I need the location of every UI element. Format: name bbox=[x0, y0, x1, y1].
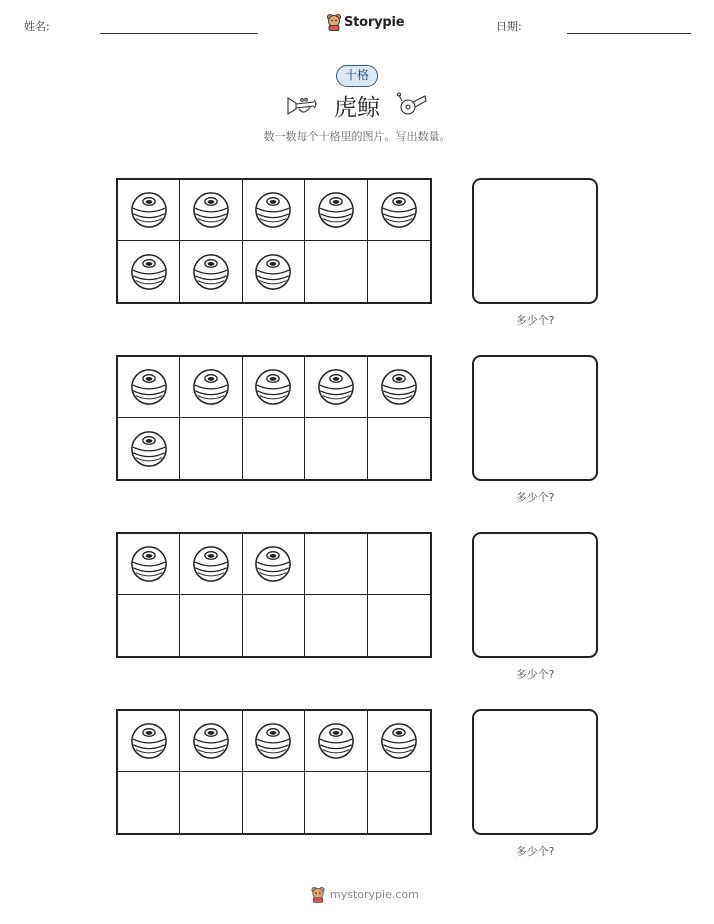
ten-frame-cell bbox=[118, 180, 180, 241]
bead-icon bbox=[192, 722, 230, 760]
question-label-3: 多少个? bbox=[515, 668, 555, 681]
bead-icon bbox=[254, 545, 292, 583]
ten-frame-cell bbox=[243, 180, 305, 241]
bead-icon bbox=[130, 722, 168, 760]
ten-frame-1 bbox=[116, 178, 432, 304]
date-line[interactable] bbox=[567, 33, 691, 34]
bead-icon bbox=[130, 545, 168, 583]
name-line[interactable] bbox=[100, 33, 258, 34]
date-label: 日期: bbox=[496, 20, 522, 33]
ten-frame-cell bbox=[243, 711, 305, 772]
bead-icon bbox=[254, 191, 292, 229]
ten-frame-cell bbox=[368, 357, 430, 418]
bead-icon bbox=[130, 191, 168, 229]
bead-icon bbox=[254, 253, 292, 291]
ten-frame-cell bbox=[243, 595, 305, 656]
question-label-4: 多少个? bbox=[515, 845, 555, 858]
answer-box-1[interactable] bbox=[472, 178, 598, 304]
bead-icon bbox=[380, 191, 418, 229]
ten-frame-cell bbox=[305, 711, 367, 772]
bead-icon bbox=[192, 368, 230, 406]
ten-frame-3 bbox=[116, 532, 432, 658]
ten-frame-4 bbox=[116, 709, 432, 835]
bead-icon bbox=[317, 191, 355, 229]
ten-frame-cell bbox=[180, 772, 242, 833]
ten-frame-cell bbox=[305, 534, 367, 595]
whistle-icon bbox=[396, 92, 428, 118]
instruction-text: 数一数每个十格里的图片。写出数量。 bbox=[263, 130, 451, 143]
question-label-1: 多少个? bbox=[515, 314, 555, 327]
ten-frame-cell bbox=[180, 357, 242, 418]
ten-frame-cell bbox=[368, 711, 430, 772]
ten-frame-cell bbox=[118, 772, 180, 833]
ten-frame-cell bbox=[243, 418, 305, 479]
ten-frame-cell bbox=[305, 241, 367, 302]
ten-frame-cell bbox=[368, 534, 430, 595]
bead-icon bbox=[380, 368, 418, 406]
ten-frame-cell bbox=[243, 772, 305, 833]
ten-frame-cell bbox=[368, 595, 430, 656]
storypie-bear-icon bbox=[326, 13, 342, 31]
ten-frame-cell bbox=[368, 180, 430, 241]
brand-name: Storypie bbox=[344, 14, 405, 30]
ten-frame-cell bbox=[305, 772, 367, 833]
ten-frame-cell bbox=[118, 418, 180, 479]
bead-icon bbox=[130, 253, 168, 291]
ten-frame-cell bbox=[368, 418, 430, 479]
ten-frame-cell bbox=[305, 180, 367, 241]
ten-frame-cell bbox=[180, 241, 242, 302]
ten-frame-cell bbox=[118, 357, 180, 418]
ten-frame-cell bbox=[305, 595, 367, 656]
ten-frame-cell bbox=[243, 241, 305, 302]
ten-frame-2 bbox=[116, 355, 432, 481]
brand-logo bbox=[326, 13, 404, 31]
answer-box-3[interactable] bbox=[472, 532, 598, 658]
ten-frame-cell bbox=[180, 534, 242, 595]
ten-frame-cell bbox=[118, 534, 180, 595]
bead-icon bbox=[317, 368, 355, 406]
bead-icon bbox=[192, 545, 230, 583]
ten-frame-cell bbox=[243, 357, 305, 418]
bead-icon bbox=[254, 368, 292, 406]
footer-url[interactable]: mystorypie.com bbox=[330, 888, 419, 901]
footer bbox=[310, 886, 419, 903]
answer-box-4[interactable] bbox=[472, 709, 598, 835]
ten-frame-cell bbox=[368, 772, 430, 833]
ten-frame-cell bbox=[305, 418, 367, 479]
ten-frame-cell bbox=[118, 595, 180, 656]
ten-frame-cell bbox=[243, 534, 305, 595]
name-label: 姓名: bbox=[24, 20, 50, 33]
ten-frame-cell bbox=[118, 711, 180, 772]
ten-frame-cell bbox=[180, 180, 242, 241]
bead-icon bbox=[192, 191, 230, 229]
ten-frame-cell bbox=[180, 711, 242, 772]
bead-icon bbox=[192, 253, 230, 291]
topic-tag: 十格 bbox=[336, 65, 378, 87]
ten-frame-cell bbox=[180, 418, 242, 479]
ten-frame-cell bbox=[180, 595, 242, 656]
storypie-bear-icon bbox=[310, 886, 326, 903]
question-label-2: 多少个? bbox=[515, 491, 555, 504]
bead-icon bbox=[317, 722, 355, 760]
ten-frame-cell bbox=[118, 241, 180, 302]
ten-frame-cell bbox=[368, 241, 430, 302]
bead-icon bbox=[130, 430, 168, 468]
bead-icon bbox=[380, 722, 418, 760]
bead-icon bbox=[254, 722, 292, 760]
answer-box-2[interactable] bbox=[472, 355, 598, 481]
bead-icon bbox=[130, 368, 168, 406]
ten-frame-cell bbox=[305, 357, 367, 418]
page-title: 虎鲸 bbox=[334, 95, 380, 121]
